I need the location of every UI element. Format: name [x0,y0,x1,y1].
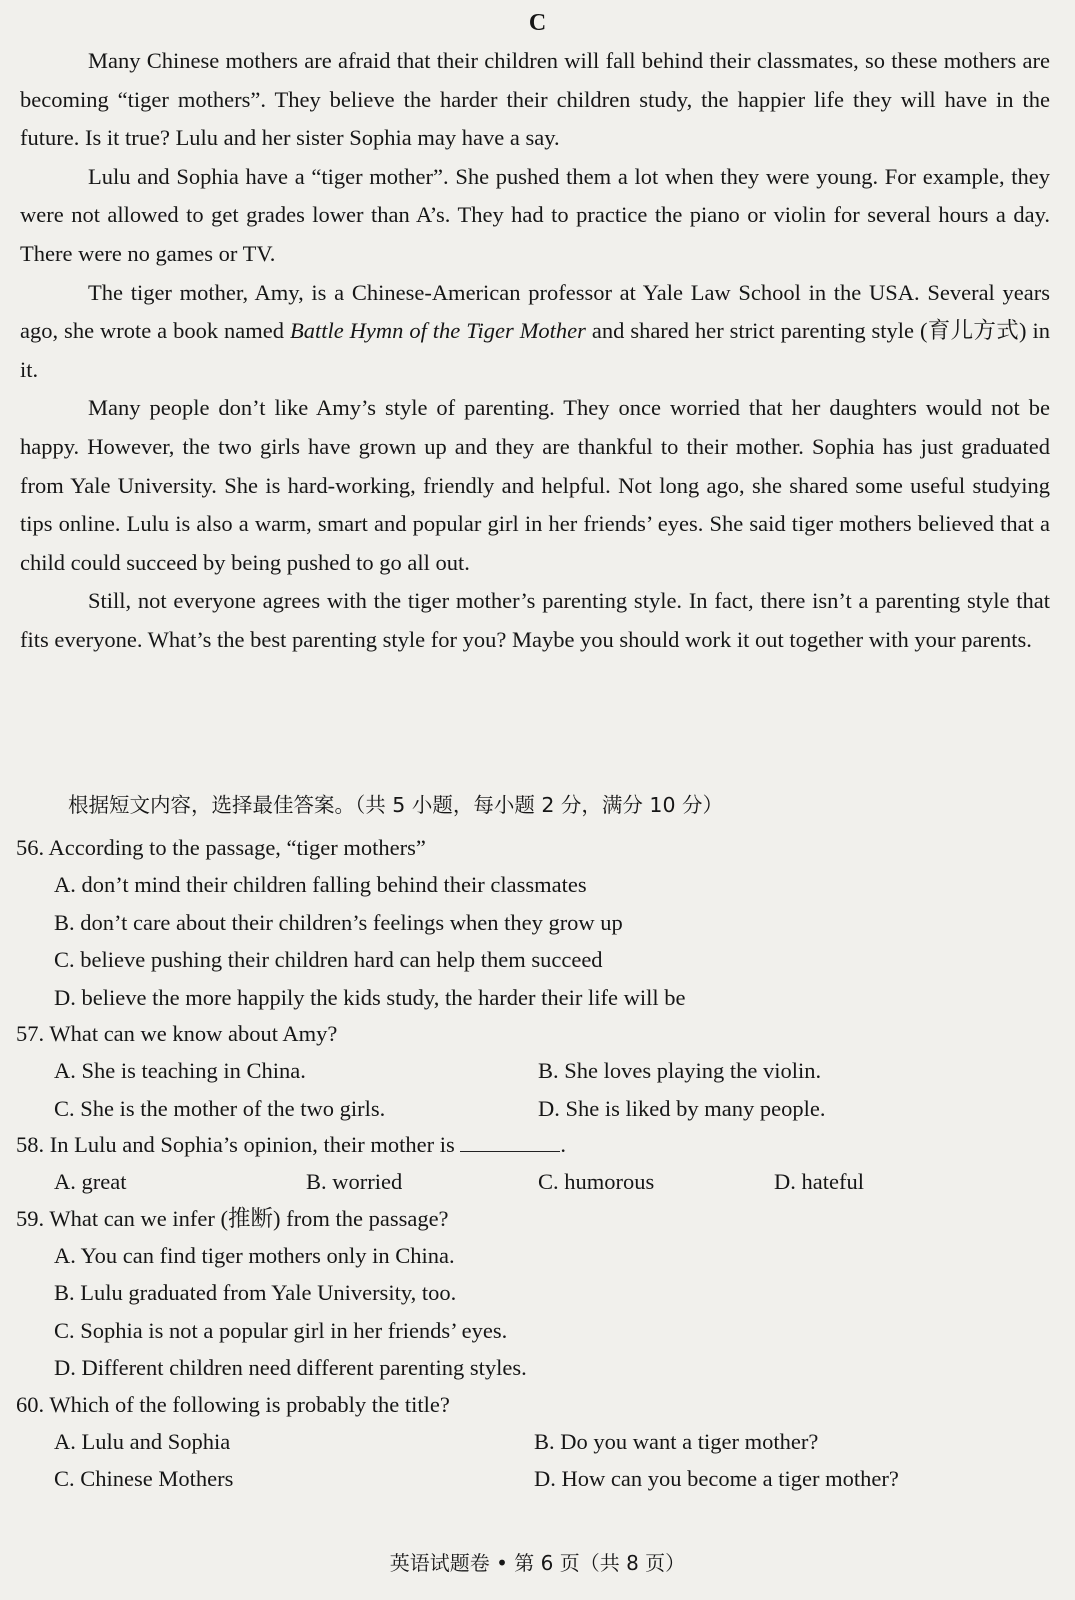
option-a[interactable]: A. don’t mind their children falling behind their classmates [54,872,587,897]
book-title: Battle Hymn of the Tiger Mother [289,318,586,344]
option-a[interactable]: A. You can find tiger mothers only in China. [54,1242,455,1268]
question-stem: 56. According to the passage, “tiger mothers” [16,835,426,860]
paragraph-3-part-1: The tiger mother, Amy, is a Chinese-American professor at Yale Law School in the USA. Several years ago, she wrote a book named [20,279,1050,344]
passage-paragraph-3 [20,274,1050,390]
option-row [16,1460,1046,1498]
option-row [16,1090,1046,1128]
option-row [16,1052,1046,1090]
question-stem: 59. What can we infer (推断) from the passage? [16,1205,449,1231]
passage-paragraph-5: Still, not everyone agrees with the tiger mother’s parenting style. In fact, there isn’t a parenting style that fits everyone. What’s the best parenting style for you? Maybe you should work it out together with your parents. [20,588,1050,652]
option-d[interactable]: D. She is liked by many people. [538,1095,826,1121]
option-d[interactable]: D. Different children need different parenting styles. [54,1355,527,1380]
option-c[interactable]: C. humorous [538,1169,655,1194]
question-list [16,830,1046,1498]
option-d[interactable]: D. believe the more happily the kids study, the harder their life will be [54,984,686,1010]
question-59 [16,1201,1046,1387]
question-stem-text: 58. In Lulu and Sophia’s opinion, their mother is [16,1132,455,1157]
option-a[interactable]: A. She is teaching in China. [54,1058,306,1083]
passage-paragraph-2: Lulu and Sophia have a “tiger mother”. She pushed them a lot when they were young. For example, they were not allowed to get grades lower than A’s. They had to practice the piano or violin for several hours a day. There were no games or TV. [20,163,1050,266]
section-letter: C [528,10,547,36]
option-d[interactable]: D. How can you become a tiger mother? [534,1466,899,1491]
option-c[interactable]: C. She is the mother of the two girls. [54,1095,386,1121]
paragraph-3-part-2: and shared her strict parenting style (育儿方式) in it. [20,318,1050,382]
question-stem: 57. What can we know about Amy? [16,1021,338,1046]
question-57 [16,1016,1046,1127]
option-c[interactable]: C. Chinese Mothers [54,1466,234,1491]
option-a[interactable]: A. great [54,1169,127,1194]
page-footer: 英语试题卷 • 第 6 页（共 8 页） [389,1551,686,1575]
option-b[interactable]: B. worried [306,1169,403,1194]
option-row [16,1163,1046,1201]
option-c[interactable]: C. believe pushing their children hard can help them succeed [54,947,603,972]
passage-paragraph-1: Many Chinese mothers are afraid that their children will fall behind their classmates, so these mothers are becoming “tiger mothers”. They believe the harder their children study, the happier life they will have in the future. Is it true? Lulu and her sister Sophia may have a say. [20,48,1050,151]
option-b[interactable]: B. Lulu graduated from Yale University, too. [54,1280,457,1305]
option-b[interactable]: B. Do you want a tiger mother? [534,1428,819,1454]
option-a[interactable]: A. Lulu and Sophia [54,1428,231,1454]
passage-paragraph-4: Many people don’t like Amy’s style of parenting. They once worried that her daughters would not be happy. However, the two girls have grown up and they are thankful to their mother. Sophia has just graduated from Yale University. She is hard-working, friendly and helpful. Not long ago, she shared some useful studying tips online. Lulu is also a warm, smart and popular girl in her friends’ eyes. She said tiger mothers believed that a child could succeed by being pushed to go all out. [20,395,1050,575]
answer-blank[interactable] [460,1129,560,1152]
question-stem [16,1127,1046,1163]
question-instructions: 根据短文内容，选择最佳答案。（共 5 小题，每小题 2 分，满分 10 分） [68,793,724,817]
reading-passage [20,42,1050,660]
option-b[interactable]: B. She loves playing the violin. [538,1058,822,1083]
question-stem-end: . [560,1132,566,1157]
option-row [16,1423,1046,1461]
question-58 [16,1127,1046,1201]
option-c[interactable]: C. Sophia is not a popular girl in her friends’ eyes. [54,1317,508,1343]
question-60 [16,1387,1046,1498]
option-d[interactable]: D. hateful [774,1169,864,1194]
question-56 [16,830,1046,1016]
option-b[interactable]: B. don’t care about their children’s feelings when they grow up [54,909,623,935]
question-stem: 60. Which of the following is probably the title? [16,1391,450,1417]
